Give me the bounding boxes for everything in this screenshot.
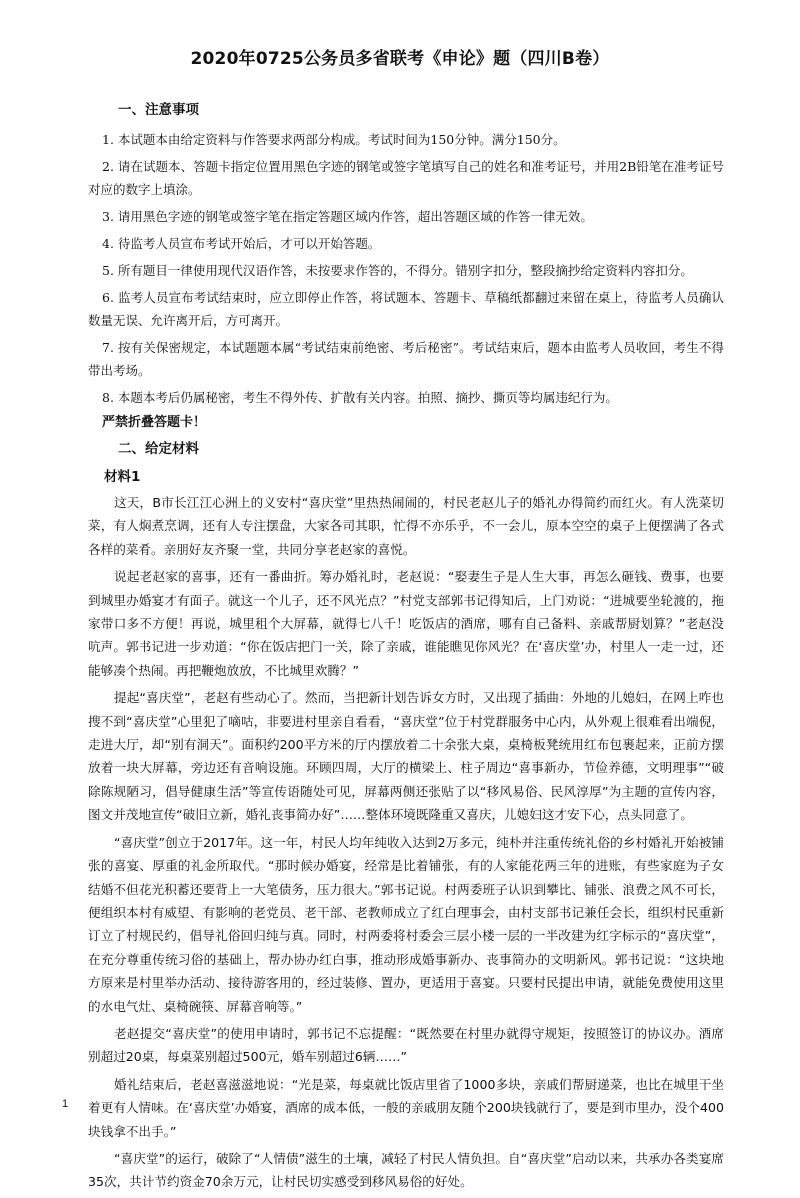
material-text <box>88 491 724 1194</box>
material-paragraph: “喜庆堂”的运行，破除了“人情债”滋生的土壤，减轻了村民人情负担。自“喜庆堂”启动以来，共承办各类宴席35次，共计节约资金70余万元，让村民切实感受到移风易俗的好处。 <box>88 1150 724 1190</box>
note-item: 2. 请在试题本、答题卡指定位置用黑色字迹的钢笔或签字笔填写自己的姓名和准考证号，并用2B铅笔在准考证号对应的数字上填涂。 <box>88 159 724 197</box>
section-heading-notes: 一、注意事项 <box>118 102 199 118</box>
notes-list <box>88 128 724 409</box>
note-item: 1. 本试题本由给定资料与作答要求两部分构成。考试时间为150分钟。满分150分。 <box>102 132 566 147</box>
section-heading-materials: 二、给定材料 <box>118 441 199 457</box>
note-item: 3. 请用黑色字迹的钢笔或签字笔在指定答题区域内作答，超出答题区域的作答一律无效。 <box>102 209 593 224</box>
note-item: 5. 所有题目一律使用现代汉语作答，未按要求作答的，不得分。错别字扣分，整段摘抄给定资料内容扣分。 <box>102 263 693 278</box>
material-paragraph: 老赵提交“喜庆堂”的使用申请时，郭书记不忘提醒：“既然要在村里办就得守规矩，按照签订的协议办。酒席别超过20桌，每桌菜别超过500元，婚车别超过6辆……” <box>88 1025 724 1065</box>
material-paragraph: 说起老赵家的喜事，还有一番曲折。筹办婚礼时，老赵说：“娶妻生子是人生大事，再怎么砸钱、费事，也要到城里办婚宴才有面子。就这一个儿子，还不风光点？”村党支部郭书记得知后，上门劝说：“进城要坐轮渡的，拖家带口多不方便！再说，城里租个大屏幕，就得七八千！吃饭店的酒席，哪有自己备料、亲戚帮厨划算？”老赵没吭声。郭书记进一步劝道：“你在饭店把门一关，除了亲戚，谁能瞧见你风光？在‘喜庆堂’办，村里人一走一过，还能够凑个热闹。再把鞭炮放放，不比城里欢腾？” <box>88 569 724 678</box>
page-title: 2020年0725公务员多省联考《申论》题（四川B卷） <box>190 49 610 69</box>
note-item: 4. 待监考人员宣布考试开始后，才可以开始答题。 <box>102 236 381 251</box>
page-number: 1 <box>62 1098 69 1110</box>
material-paragraph: 这天，B市长江江心洲上的义安村“喜庆堂”里热热闹闹的，村民老赵儿子的婚礼办得简约而红火。有人洗菜切菜，有人焖煮烹调，还有人专注摆盘，大家各司其职，忙得不亦乐乎，不一会儿，原本空空的桌子上便摆满了各式各样的菜肴。亲朋好友齐聚一堂，共同分享老赵家的喜悦。 <box>88 495 724 557</box>
material-paragraph: 提起“喜庆堂”，老赵有些动心了。然而，当把新计划告诉女方时，又出现了插曲：外地的儿媳妇，在网上咋也搜不到“喜庆堂”心里犯了嘀咕，非要进村里亲自看看，“喜庆堂”位于村党群服务中心内，从外观上很难看出端倪，走进大厅，却“别有洞天”。面积约200平方米的厅内摆放着二十余张大桌，桌椅板凳统用红布包裹起来，正前方摆放着一块大屏幕，旁边还有音响设施。环顾四周，大厅的横梁上、柱子周边“喜事新办，节俭养德，文明理事”“破除陈规陋习，倡导健康生活”等宣传语随处可见，屏幕两侧还张贴了以“移风易俗、民风淳厚”为主题的宣传内容，图文并茂地宣传“破旧立新，婚礼丧事简办好”……整体环境既隆重又喜庆，儿媳妇这才安下心，点头同意了。 <box>88 690 724 823</box>
material-paragraph: “喜庆堂”创立于2017年。这一年，村民人均年纯收入达到2万多元，纯朴并注重传统礼俗的乡村婚礼开始被铺张的喜宴、厚重的礼金所取代。“那时候办婚宴，经常是比着铺张，有的人家能花两三年的进账，有些家庭为子女结婚不但花光积蓄还要背上一大笔债务，压力很大。”郭书记说。村两委班子认识到攀比、铺张、浪费之风不可长，便组织本村有威望、有影响的老党员、老干部、老教师成立了红白理事会，由村支部书记兼任会长，组织村民重新订立了村规民约，倡导礼俗回归纯与真。同时，村两委将村委会三层小楼一层的一半改建为红字标示的“喜庆堂”，在充分尊重传统习俗的基础上，帮办协办红白事，推动形成婚事新办、丧事简办的文明新风。郭书记说：“这块地方原来是村里举办活动、接待游客用的，经过装修、置办，更适用于喜宴。只要村民提出申请，就能免费使用这里的水电气灶、桌椅碗筷、屏幕音响等。” <box>88 834 724 1014</box>
note-item: 6. 监考人员宣布考试结束时，应立即停止作答，将试题本、答题卡、草稿纸都翻过来留在桌上，待监考人员确认数量无误、允许离开后，方可离开。 <box>88 290 724 328</box>
material-paragraph: 婚礼结束后，老赵喜滋滋地说：“光是菜，每桌就比饭店里省了1000多块，亲戚们帮厨递菜，也比在城里干坐着更有人情味。在‘喜庆堂’办婚宴，酒席的成本低，一般的亲戚朋友随个200块钱就行了，要是到市里办，没个400块钱拿不出手。” <box>88 1076 724 1139</box>
note-item: 7. 按有关保密规定，本试题题本属“考试结束前绝密、考后秘密”。考试结束后，题本由监考人员收回，考生不得带出考场。 <box>88 340 724 378</box>
note-item: 8. 本题本考后仍属秘密，考生不得外传、扩散有关内容。拍照、摘抄、撕页等均属违纪行为。 <box>102 390 618 405</box>
document-body <box>88 100 724 1198</box>
warning-text: 严禁折叠答题卡！ <box>102 415 207 430</box>
material-label: 材料1 <box>104 469 141 485</box>
